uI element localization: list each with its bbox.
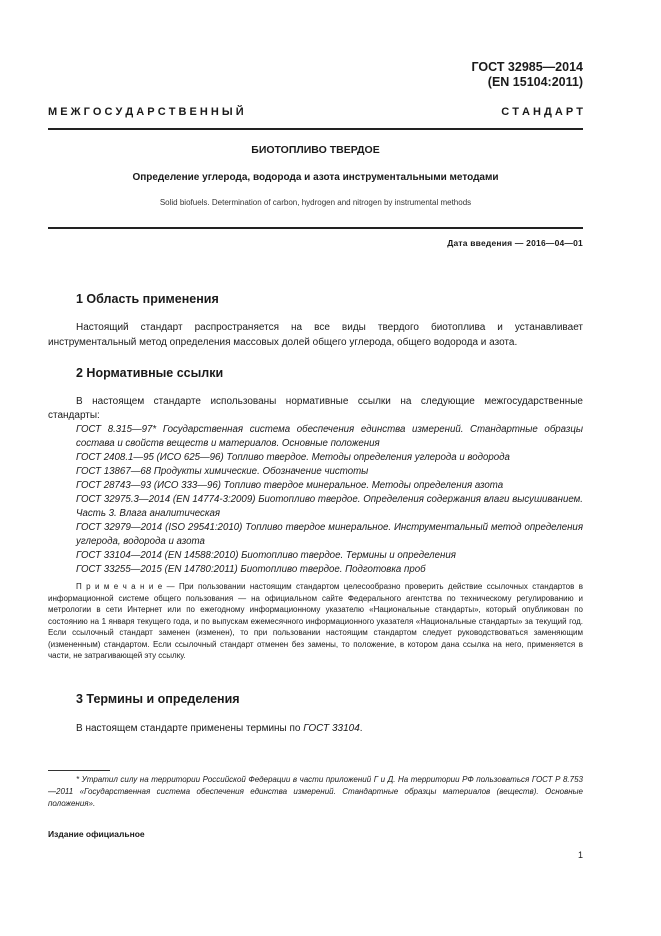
footnote-text: * Утратил силу на территории Российской Федерации в части приложений Г и Д. На территории РФ пользоваться ГОСТ Р 8.753—2011 «Государственная система обеспечения единства измерений. Стандартные образцы материалов (веществ). Основные положения». (48, 775, 583, 808)
effective-date: Дата введения — 2016—04—01 (447, 238, 583, 248)
section-1-body: Настоящий стандарт распространяется на все виды твердого биотоплива и устанавливает инструментальный метод определения массовых долей общего углерода, общего водорода и азота. (48, 322, 583, 348)
document-number (471, 60, 583, 90)
normative-references (48, 423, 583, 577)
reference-item: ГОСТ 13867—68 Продукты химические. Обозначение чистоты (76, 466, 369, 477)
section-3-ref: ГОСТ 33104 (303, 723, 360, 734)
section-3-body-start: В настоящем стандарте применены термины по (76, 723, 304, 734)
page-number: 1 (577, 850, 583, 860)
document-title: БИОТОПЛИВО ТВЕРДОЕ (251, 144, 380, 156)
standard-banner (48, 106, 583, 118)
reference-item: ГОСТ 33104—2014 (EN 14588:2010) Биотопливо твердое. Термины и определения (76, 550, 456, 561)
gost-number: ГОСТ 32985—2014 (471, 60, 583, 74)
reference-item: ГОСТ 8.315—97* Государственная система обеспечения единства измерений. Стандартные образцы состава и свойств веществ и материалов. Основные положения (76, 424, 583, 449)
english-title: Solid biofuels. Determination of carbon, hydrogen and nitrogen by instrumental methods (159, 198, 472, 207)
section-1-heading: 1 Область применения (76, 292, 219, 306)
top-rule (48, 128, 583, 130)
section-3-text (48, 721, 583, 736)
note-label: П р и м е ч а н и е (76, 582, 163, 591)
section-3-heading: 3 Термины и определения (76, 692, 240, 706)
reference-note (48, 581, 583, 662)
reference-item: ГОСТ 2408.1—95 (ИСО 625—96) Топливо твердое. Методы определения углерода и водорода (76, 452, 510, 463)
reference-item: ГОСТ 33255—2015 (EN 14780:2011) Биотопливо твердое. Подготовка проб (76, 564, 426, 575)
reference-item: ГОСТ 32975.3—2014 (EN 14774-3:2009) Биотопливо твердое. Определения содержания влаги высушиванием. Часть 3. Влага аналитическая (76, 494, 583, 519)
section-3-body-end: . (359, 723, 363, 734)
note-text: — При пользовании настоящим стандартом целесообразно проверить действие ссылочных стандартов в информационной системе общего пользования — на официальном сайте Федерального агентства по техническому регулированию и метрологии в сети Интернет или по ежегодному информационному указателю «Национальные стандарты», который опубликован по состоянию на 1 января текущего года, и по выпускам ежемесячного информационного указателя «Национальные стандарты» за текущий год. Если ссылочный стандарт заменен (изменен), то при пользовании настоящим стандартом следует руководствоваться заменяющим (измененным) стандартом. Если ссылочный стандарт отменен без замены, то положение, в котором дана ссылка на него, применяется в части, не затрагивающей эту ссылку. (48, 582, 583, 660)
official-edition: Издание официальное (48, 829, 145, 839)
en-number: (EN 15104:2011) (487, 75, 583, 89)
section-1-text (48, 320, 583, 350)
document-subtitle: Определение углерода, водорода и азота инструментальными методами (132, 172, 499, 183)
banner-right: С Т А Н Д А Р Т (501, 106, 583, 118)
footnote-rule (48, 770, 110, 771)
title-rule (48, 227, 583, 229)
section-2-intro (48, 395, 583, 423)
reference-item: ГОСТ 32979—2014 (ISO 29541:2010) Топливо твердое минеральное. Инструментальный метод определения углерода, водорода и азота (76, 522, 583, 547)
banner-left: М Е Ж Г О С У Д А Р С Т В Е Н Н Ы Й (48, 106, 244, 118)
reference-item: ГОСТ 28743—93 (ИСО 333—96) Топливо твердое минеральное. Методы определения азота (76, 480, 504, 491)
section-2-heading: 2 Нормативные ссылки (76, 366, 224, 380)
footnote (48, 774, 583, 810)
section-2-intro-text: В настоящем стандарте использованы нормативные ссылки на следующие межгосударственные стандарты: (48, 396, 583, 421)
